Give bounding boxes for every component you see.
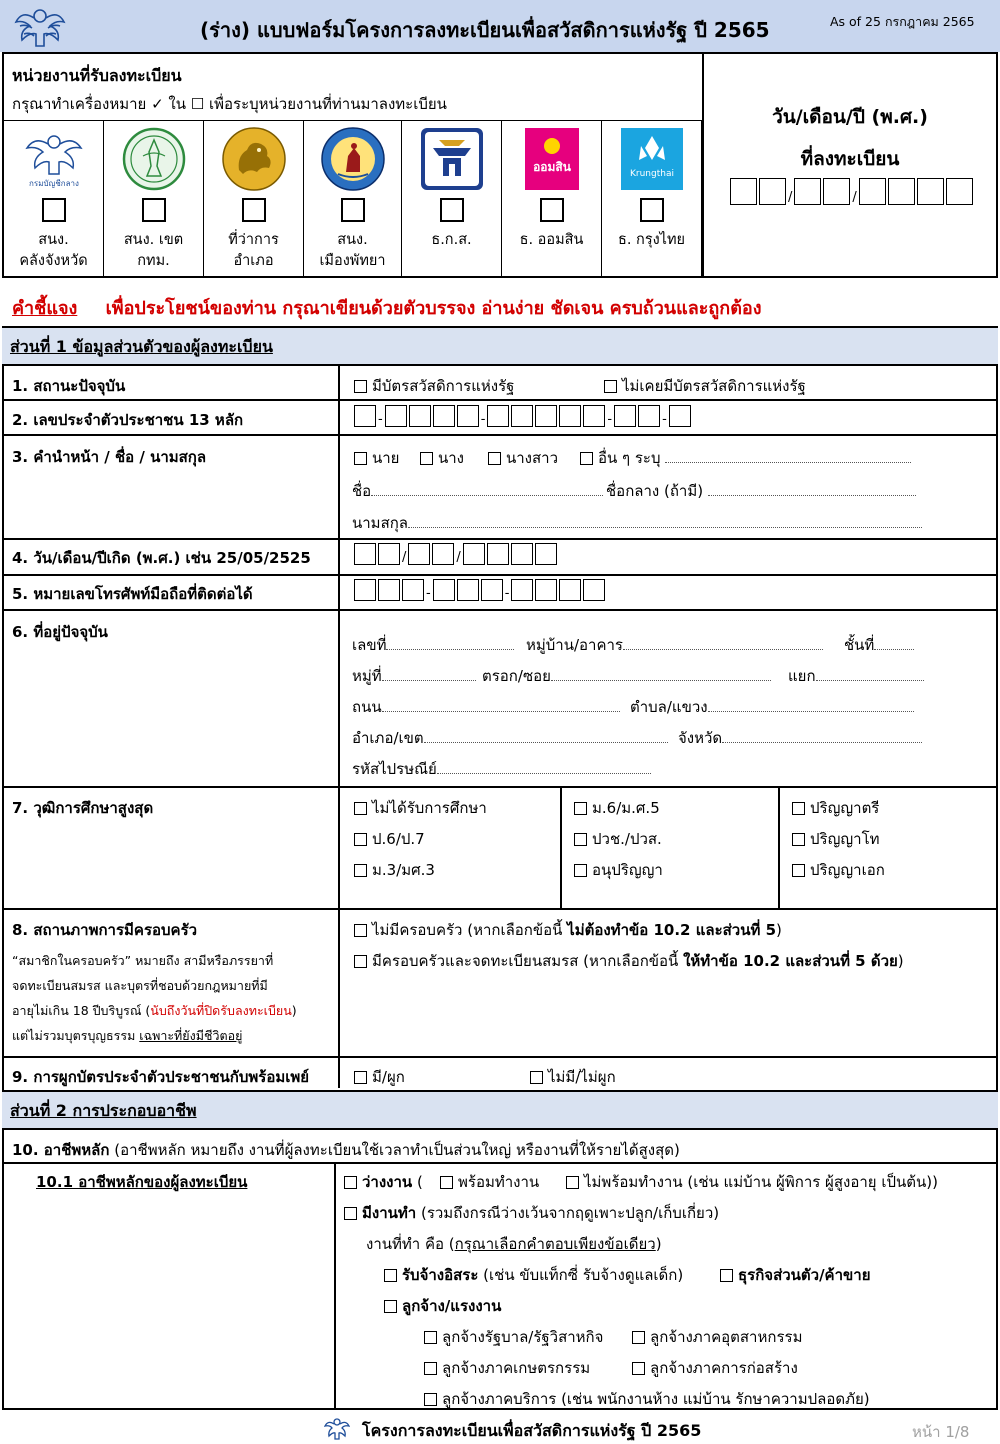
agency-district-office[interactable] (204, 120, 304, 276)
agency-heading: หน่วยงานที่รับลงทะเบียน (12, 66, 182, 85)
road-field[interactable]: ถนน (352, 695, 620, 719)
last-name-field[interactable]: นามสกุล (352, 511, 922, 535)
edu-vocational[interactable]: ปวช./ปวส. (574, 827, 662, 851)
ready-to-work-option[interactable]: พร้อมทำงาน (440, 1170, 539, 1194)
page-number: หน้า 1/8 (912, 1423, 970, 1441)
svg-text:ออมสิน: ออมสิน (532, 160, 571, 174)
q1-option-has-card[interactable]: มีบัตรสวัสดิการแห่งรัฐ (354, 374, 514, 398)
national-id-boxes[interactable]: - - - - (354, 405, 693, 427)
agency-label-line1: ที่ว่าการ (228, 232, 279, 248)
promptpay-not-linked-option[interactable]: ไม่มี/ไม่ผูก (530, 1065, 616, 1089)
job-type-prompt: งานที่ทำ คือ (กรุณาเลือกคำตอบเพียงข้อเดียว) (366, 1235, 662, 1253)
footer-title: โครงการลงทะเบียนเพื่อสวัสดิการแห่งรัฐ ปี 2565 (362, 1421, 702, 1440)
baac-logo-icon (419, 126, 485, 192)
krungthai-logo-icon (619, 126, 685, 192)
q6-label: 6. ที่อยู่ปัจจุบัน (12, 623, 108, 641)
district-lion-icon (221, 126, 287, 192)
employee-government-option[interactable]: ลูกจ้างรัฐบาล/รัฐวิสาหกิจ (424, 1325, 603, 1349)
edu-bachelor[interactable]: ปริญญาตรี (792, 796, 879, 820)
agency-checkbox[interactable] (42, 198, 66, 222)
q2-label: 2. เลขประจำตัวประชาชน 13 หลัก (12, 411, 244, 429)
agency-checkbox[interactable] (341, 198, 365, 222)
as-of-date: As of 25 กรกฎาคม 2565 (830, 14, 975, 29)
agency-checkbox[interactable] (440, 198, 464, 222)
agency-label-line1: สนง. (38, 232, 69, 248)
q5-label: 5. หมายเลขโทรศัพท์มือถือที่ติดต่อได้ (12, 585, 253, 603)
family-none-option[interactable]: ไม่มีครอบครัว (หากเลือกข้อนี้ ไม่ต้องทำข้อ 10.2 และส่วนที่ 5) (354, 918, 782, 942)
postcode-field[interactable]: รหัสไปรษณีย์ (352, 757, 651, 781)
not-ready-to-work-option[interactable]: ไม่พร้อมทำงาน (เช่น แม่บ้าน ผู้พิการ ผู้สูงอายุ เป็นต้น)) (566, 1170, 938, 1194)
registration-date-boxes[interactable]: / / (730, 178, 975, 205)
district-field[interactable]: อำเภอ/เขต (352, 726, 668, 750)
q3-option-mrs[interactable]: นาง (420, 446, 464, 470)
instructions-line (12, 293, 762, 322)
freelance-option[interactable]: รับจ้างอิสระ (เช่น ขับแท็กซี่ รับจ้างดูแลเด็ก) (384, 1263, 683, 1287)
form-title: (ร่าง) แบบฟอร์มโครงการลงทะเบียนเพื่อสวัสดิการแห่งรัฐ ปี 2565 (200, 18, 770, 42)
svg-text:Krungthai: Krungthai (629, 169, 674, 179)
mobile-number-boxes[interactable]: - - (354, 579, 607, 601)
q9-label: 9. การผูกบัตรประจำตัวประชาชนกับพร้อมเพย์ (12, 1068, 310, 1086)
village-building-field[interactable]: หมู่บ้าน/อาคาร (526, 633, 823, 657)
agency-checkbox[interactable] (640, 198, 664, 222)
province-field[interactable]: จังหวัด (678, 726, 922, 750)
agency-checkbox[interactable] (540, 198, 564, 222)
agency-label-line2: กทม. (137, 253, 170, 269)
agency-gsb[interactable] (502, 120, 602, 276)
edu-upper-secondary[interactable]: ม.6/ม.ศ.5 (574, 796, 660, 820)
part2-heading: ส่วนที่ 2 การประกอบอาชีพ (2, 1090, 998, 1130)
agency-label-line2: คลังจังหวัด (19, 253, 88, 269)
employee-construction-option[interactable]: ลูกจ้างภาคการก่อสร้าง (632, 1356, 798, 1380)
business-option[interactable]: ธุรกิจส่วนตัว/ค้าขาย (720, 1263, 870, 1287)
employee-agriculture-option[interactable]: ลูกจ้างภาคเกษตรกรรม (424, 1356, 590, 1380)
agency-label-line2: เมืองพัทยา (319, 253, 386, 269)
employee-service-option[interactable]: ลูกจ้างภาคบริการ (เช่น พนักงานห้าง แม่บ้าน รักษาความปลอดภัย) (424, 1387, 870, 1411)
gsb-logo-icon (519, 126, 585, 192)
agency-krungthai[interactable] (602, 120, 702, 276)
bangkok-seal-icon (121, 126, 187, 192)
pattaya-seal-icon (320, 126, 386, 192)
agency-checkbox[interactable] (242, 198, 266, 222)
footer-garuda-icon (324, 1416, 350, 1442)
agency-bangkok-district[interactable] (104, 120, 204, 276)
agency-instruction: กรุณาทำเครื่องหมาย ✓ ใน ☐ เพื่อระบุหน่วยงานที่ท่านมาลงทะเบียน (12, 95, 447, 113)
q1-label: 1. สถานะปัจจุบัน (12, 377, 126, 395)
q4-label: 4. วัน/เดือน/ปีเกิด (พ.ศ.) เช่น 25/05/2525 (12, 549, 311, 567)
agency-label-line1: ธ. ออมสิน (519, 232, 584, 248)
svg-text:กรมบัญชีกลาง: กรมบัญชีกลาง (28, 179, 79, 188)
q3-label: 3. คำนำหน้า / ชื่อ / นามสกุล (12, 448, 207, 466)
edu-master[interactable]: ปริญญาโท (792, 827, 880, 851)
employed-option[interactable]: มีงานทำ (รวมถึงกรณีว่างเว้นจากฤดูเพาะปลูก/เก็บเกี่ยว) (344, 1201, 719, 1225)
q3-option-miss[interactable]: นางสาว (488, 446, 558, 470)
edu-diploma[interactable]: อนุปริญญา (574, 858, 663, 882)
agency-label-line1: ธ. กรุงไทย (617, 232, 686, 248)
soi-field[interactable]: ตรอก/ซอย (482, 664, 771, 688)
edu-doctorate[interactable]: ปริญญาเอก (792, 858, 885, 882)
registration-date-sublabel: ที่ลงทะเบียน (800, 148, 900, 170)
q10-1-label: 10.1 อาชีพหลักของผู้ลงทะเบียน (36, 1173, 248, 1191)
q8-note: “สมาชิกในครอบครัว” หมายถึง สามีหรือภรรยาที่ จดทะเบียนสมรส และบุตรที่ชอบด้วยกฎหมายที่มี อายุไม่เกิน 18 ปีบริบูรณ์ (นับถึงวันที่ปิดรับลงทะเบียน) แต่ไม่รวมบุตรบุญธรรม เฉพาะที่ยังมีชีวิตอยู่ (12, 953, 297, 1043)
edu-none[interactable]: ไม่ได้รับการศึกษา (354, 796, 487, 820)
employee-industry-option[interactable]: ลูกจ้างภาคอุตสาหกรรม (632, 1325, 802, 1349)
q3-option-mr[interactable]: นาย (354, 446, 399, 470)
junction-field[interactable]: แยก (788, 664, 924, 688)
q3-option-other[interactable]: อื่น ๆ ระบุ (580, 446, 911, 470)
agency-label-line1: ธ.ก.ส. (431, 232, 472, 248)
agency-label-line2: อำเภอ (233, 253, 274, 269)
registration-date-label: วัน/เดือน/ปี (พ.ศ.) (772, 106, 928, 128)
instructions-text: เพื่อประโยชน์ของท่าน กรุณาเขียนด้วยตัวบรรจง อ่านง่าย ชัดเจน ครบถ้วนและถูกต้อง (105, 298, 762, 319)
house-number-field[interactable]: เลขที่ (352, 633, 514, 657)
birth-date-boxes[interactable]: / / (354, 543, 559, 565)
q8-label: 8. สถานภาพการมีครอบครัว (12, 921, 198, 939)
agency-provincial-treasury[interactable] (4, 120, 104, 276)
footer (0, 1414, 1000, 1444)
middle-name-field[interactable]: ชื่อกลาง (ถ้ามี) (606, 479, 916, 503)
q7-label: 7. วุฒิการศึกษาสูงสุด (12, 799, 154, 817)
edu-primary[interactable]: ป.6/ป.7 (354, 827, 425, 851)
unemployed-option[interactable]: ว่างงาน ( (344, 1170, 423, 1194)
header-bar (0, 0, 1000, 52)
part1-heading: ส่วนที่ 1 ข้อมูลส่วนตัวของผู้ลงทะเบียน (2, 326, 998, 366)
registration-date-panel (702, 54, 996, 276)
agency-label-line1: สนง. เขต (123, 232, 184, 248)
q1-option-never-had-card[interactable]: ไม่เคยมีบัตรสวัสดิการแห่งรัฐ (604, 374, 806, 398)
family-married-option[interactable]: มีครอบครัวและจดทะเบียนสมรส (หากเลือกข้อนี้ ให้ทำข้อ 10.2 และส่วนที่ 5 ด้วย) (354, 949, 904, 973)
garuda-emblem-icon (12, 2, 68, 50)
subdistrict-field[interactable]: ตำบล/แขวง (630, 695, 914, 719)
instructions-label: คำชี้แจง (12, 298, 78, 319)
first-name-field[interactable]: ชื่อ (352, 479, 603, 503)
agency-baac[interactable] (402, 120, 502, 276)
agency-label-line1: สนง. (337, 232, 368, 248)
moo-field[interactable]: หมู่ที่ (352, 664, 476, 688)
agency-checkbox[interactable] (142, 198, 166, 222)
floor-field[interactable]: ชั้นที่ (844, 633, 914, 657)
agency-pattaya-city[interactable] (304, 120, 402, 276)
promptpay-linked-option[interactable]: มี/ผูก (354, 1065, 405, 1089)
q10-line: 10. อาชีพหลัก (อาชีพหลัก หมายถึง งานที่ผู้ลงทะเบียนใช้เวลาทำเป็นส่วนใหญ่ หรืองานที่ให้รายได้สูงสุด) (12, 1141, 680, 1159)
comptroller-garuda-icon (21, 126, 87, 192)
edu-lower-secondary[interactable]: ม.3/มศ.3 (354, 858, 435, 882)
employee-option[interactable]: ลูกจ้าง/แรงงาน (384, 1294, 501, 1318)
agency-section (2, 52, 998, 278)
